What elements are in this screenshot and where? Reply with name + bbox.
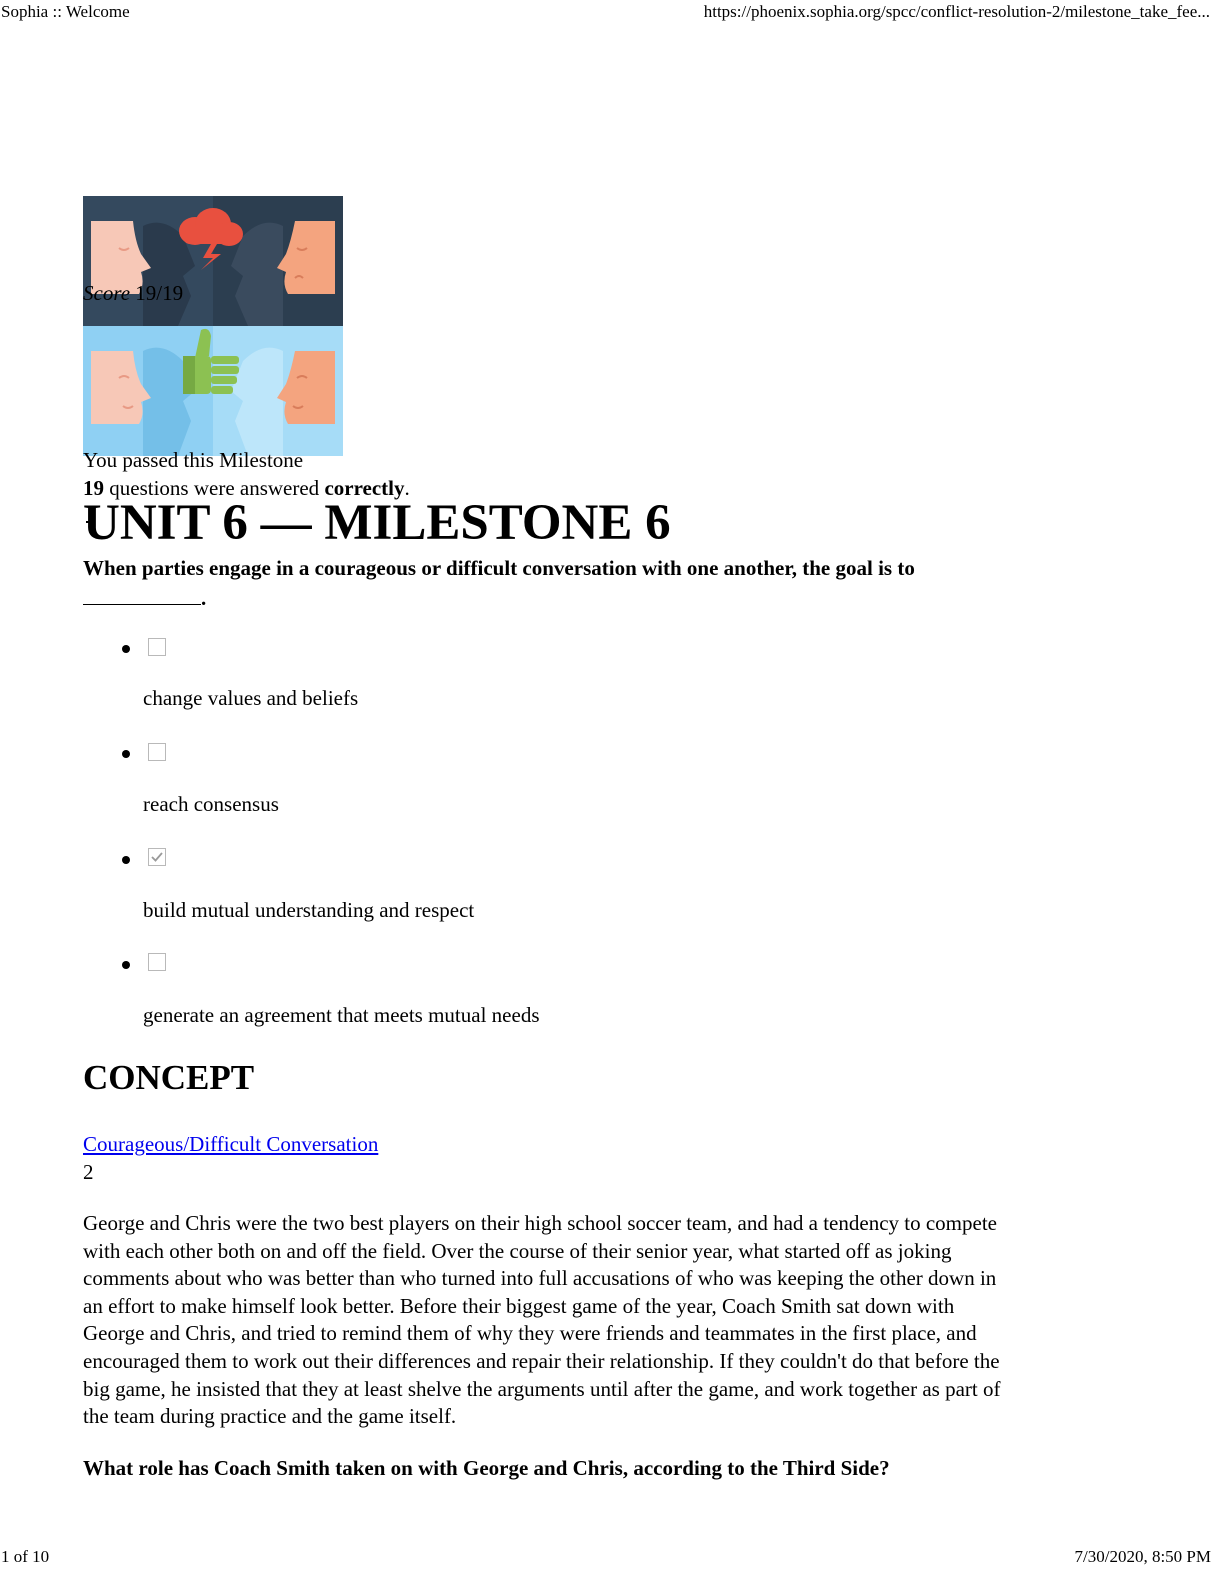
correct-word: correctly (324, 476, 405, 500)
page-url: https://phoenix.sophia.org/spcc/conflict-resolution-2/milestone_take_fee... (703, 2, 1210, 21)
milestone-banner-image (83, 196, 343, 456)
concept-link[interactable]: Courageous/Difficult Conversation (83, 1132, 379, 1156)
score-value: 19/19 (135, 281, 184, 305)
passage-line: George and Chris were the two best players on their high school soccer team, and had a tendency to compete (83, 1211, 997, 1235)
page-number: 1 of 10 (1, 1547, 50, 1566)
answer-checkbox[interactable] (148, 953, 166, 971)
passage-line: comments about who was better than who turned into full accusations of who was keeping the other down in (83, 1266, 997, 1291)
answer-option-label: build mutual understanding and respect (143, 898, 475, 922)
print-timestamp: 7/30/2020, 8:50 PM (1074, 1547, 1211, 1566)
checkmark-icon (150, 850, 164, 864)
answer-blank (83, 584, 201, 605)
answer-checkbox[interactable] (148, 743, 166, 761)
bullet-icon (122, 961, 130, 969)
question-end: . (201, 586, 207, 610)
passage-line: George and Chris, and tried to remind them of why they were friends and teammates in the first place, and (83, 1321, 977, 1346)
bullet-icon (122, 645, 130, 653)
passage-line: encouraged them to work out their differences and repair their relationship. If they couldn't do that before the (83, 1348, 1000, 1373)
question-text (83, 553, 1143, 613)
score-display (83, 281, 183, 306)
answer-option-label: change values and beliefs (143, 686, 359, 710)
passage-line: big game, he insisted that they at least shelve the arguments until after the game, and work together as part of (83, 1376, 1001, 1401)
passage-line: an effort to make himself look better. Before their biggest game of the year, Coach Smith sat down with (83, 1293, 955, 1318)
page-title: Sophia :: Welcome (1, 2, 130, 21)
concept-heading: CONCEPT (83, 1058, 255, 1097)
passage-line: the team during practice and the game itself. (83, 1404, 457, 1429)
scenario-passage (83, 1210, 1143, 1431)
passed-message: You passed this Milestone (83, 448, 304, 472)
correct-count: 19 (83, 476, 104, 500)
answer-option-label: reach consensus (143, 792, 279, 816)
bullet-icon (122, 750, 130, 758)
bullet-icon (122, 856, 130, 864)
milestone-title: UNIT 6 — MILESTONE 6 (83, 495, 671, 551)
correct-middle-text: questions were answered (104, 476, 325, 500)
answer-checkbox-checked[interactable] (148, 848, 166, 866)
answer-checkbox[interactable] (148, 638, 166, 656)
next-question-text: What role has Coach Smith taken on with George and Chris, according to the Third Side? (83, 1456, 890, 1480)
concept-number: 2 (83, 1160, 94, 1184)
correct-end-text: . (404, 476, 410, 500)
answer-option-label: generate an agreement that meets mutual needs (143, 1003, 540, 1027)
passage-line: with each other both on and off the field. Over the course of their senior year, what started off as joking (83, 1238, 952, 1263)
score-label: Score (83, 281, 131, 305)
question-stem: When parties engage in a courageous or difficult conversation with one another, the goal is to (83, 556, 915, 580)
